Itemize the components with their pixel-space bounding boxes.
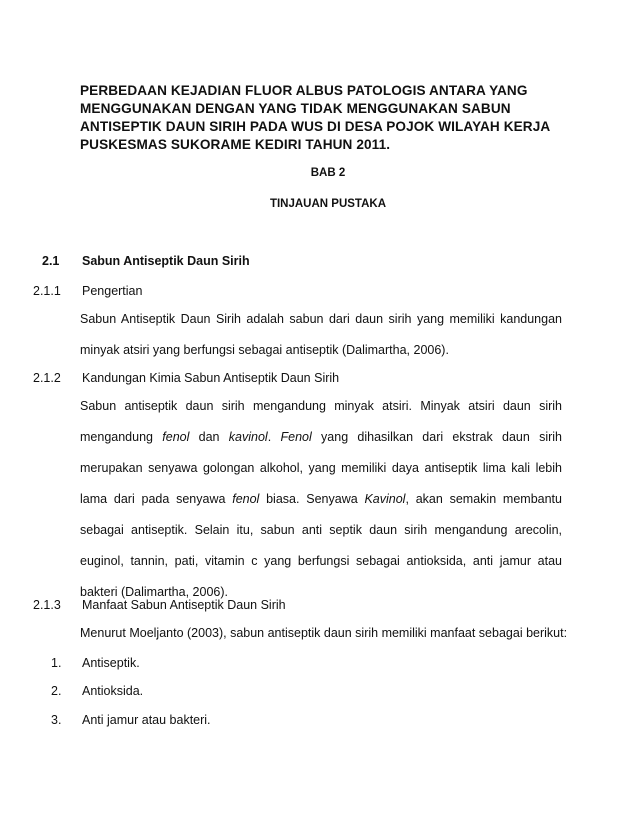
text-span: yang dihasilkan dari ekstrak daun sirih <box>311 430 562 444</box>
section-heading: Sabun Antiseptik Daun Sirih <box>82 254 250 268</box>
italic-term: fenol <box>162 430 190 444</box>
text-span: dan <box>189 430 229 444</box>
paragraph-line <box>80 429 562 445</box>
list-item-number: 1. <box>51 656 62 670</box>
subsection-number: 2.1.1 <box>33 284 61 298</box>
list-item-number: 3. <box>51 713 62 727</box>
paragraph-pengertian <box>80 311 562 358</box>
subsection-heading: Kandungan Kimia Sabun Antiseptik Daun Sirih <box>82 371 340 385</box>
paragraph-line: Menurut Moeljanto (2003), sabun antiseptik daun sirih memiliki manfaat sebagai berikut: <box>80 626 568 640</box>
paragraph-kandungan <box>80 398 562 600</box>
italic-term: Kavinol <box>364 492 406 506</box>
paragraph-line: merupakan senyawa golongan alkohol, yang memiliki daya antiseptik lima kali lebih <box>80 461 562 475</box>
paragraph-line: sebagai antiseptik. Selain itu, sabun anti septik daun sirih mengandung arecolin, <box>80 523 562 537</box>
paragraph-line: minyak atsiri yang berfungsi sebagai antiseptik (Dalimartha, 2006). <box>80 343 449 357</box>
text-span: , akan semakin membantu <box>405 492 562 506</box>
title-line-2: MENGGUNAKAN DENGAN YANG TIDAK MENGGUNAKAN SABUN <box>80 101 511 116</box>
subsection-number: 2.1.2 <box>33 371 61 385</box>
title-line-4: PUSKESMAS SUKORAME KEDIRI TAHUN 2011. <box>80 137 391 152</box>
chapter-title: TINJAUAN PUSTAKA <box>269 198 387 210</box>
italic-term: kavinol <box>228 430 268 444</box>
text-span: lama dari pada senyawa <box>80 492 233 506</box>
subsection-heading: Pengertian <box>82 284 143 298</box>
text-span: mengandung <box>80 430 163 444</box>
paragraph-line: Sabun antiseptik daun sirih mengandung minyak atsiri. Minyak atsiri daun sirih <box>80 399 562 413</box>
list-item: Antioksida. <box>82 684 144 698</box>
paragraph-line <box>80 491 562 507</box>
subsection-heading: Manfaat Sabun Antiseptik Daun Sirih <box>82 598 286 612</box>
title-line-1: PERBEDAAN KEJADIAN FLUOR ALBUS PATOLOGIS ANTARA YANG <box>80 83 528 98</box>
subsection-number: 2.1.3 <box>33 598 61 612</box>
list-item: Antiseptik. <box>82 656 140 670</box>
paragraph-line: bakteri (Dalimartha, 2006). <box>80 585 228 599</box>
paragraph-manfaat <box>80 625 568 641</box>
paragraph-line: Sabun Antiseptik Daun Sirih adalah sabun dari daun sirih yang memiliki kandungan <box>80 312 562 326</box>
chapter-number: BAB 2 <box>310 167 346 179</box>
paragraph-line: euginol, tannin, pati, vitamin c yang berfungsi sebagai antioksida, anti jamur atau <box>80 554 562 568</box>
italic-term: fenol <box>232 492 260 506</box>
title-line-3: ANTISEPTIK DAUN SIRIH PADA WUS DI DESA POJOK WILAYAH KERJA <box>80 119 551 134</box>
document-title <box>80 82 570 154</box>
text-span: . <box>267 430 281 444</box>
list-item-number: 2. <box>51 684 62 698</box>
text-span: biasa. Senyawa <box>259 492 365 506</box>
italic-term: Fenol <box>280 430 312 444</box>
section-number: 2.1 <box>42 254 60 268</box>
list-item: Anti jamur atau bakteri. <box>82 713 211 727</box>
